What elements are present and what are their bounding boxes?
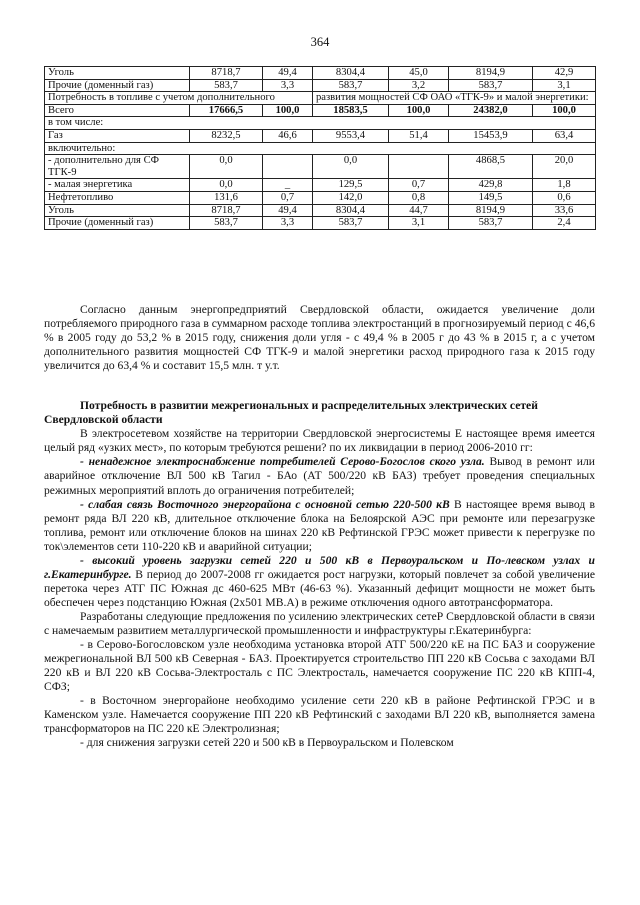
table-cell: 0,7 (389, 179, 449, 192)
bottleneck-item-1: - ненадежное электроснабжение потребителей Серово-Богослов ского узла. Вывод в ремонт или аварийное отключение ВЛ 500 кВ Тагил - БАо (АТ 500/220 кВ БАЗ) требует проведения специальных режимных мероприятий вплоть до ограничения потребителей; (44, 455, 596, 497)
table-cell: 583,7 (313, 79, 389, 92)
paragraph-proposals: Разработаны следующие предложения по усилению электрических сетеР Свердловской области в связи с намечаемым развитием металлургической промышленности и инфраструктуры г.Екатеринбурга: (44, 609, 595, 637)
table-cell: Газ (45, 129, 190, 142)
section-heading: Потребность в развитии межрегиональных и распределительных электрических сетей Свердловской области (44, 399, 538, 427)
paragraph-bottlenecks: В электросетевом хозяйстве на территории Свердловской энергосистемы E настоящее время имеется целый ряд «узких мест», по которым требуются решени? по их ликвидации в период 2006-2010 гг: (44, 427, 595, 455)
table-row (45, 217, 596, 230)
table-cell: 0,6 (533, 191, 596, 204)
table-cell: _ (263, 179, 313, 192)
table-cell: Прочие (доменный газ) (45, 217, 190, 230)
table-cell: 583,7 (313, 217, 389, 230)
table-row (45, 179, 596, 192)
table-cell: 15453,9 (449, 129, 533, 142)
table-cell (263, 155, 313, 179)
table-cell: 8194,9 (449, 204, 533, 217)
table-cell: 63,4 (533, 129, 596, 142)
paragraph-gas-share: Согласно данным энергопредприятий Свердловской области, ожидается увеличение доли потребляемого природного газа в суммарном расходе топлива электростанций в прогнозируемый период с 46,6 % в 2005 году до 53,2 % в 2015 году, снижения доли угля - с 49,4 % в 2005 г до 43 % в 2015 г, а с учетом дополнительного развития мощностей СФ ТГК-9 и малой энергетики расход природного газа к 2015 году увеличится до 63,4 % и составит 15,5 млн. т у.т. (44, 303, 595, 373)
table-cell: Всего (45, 104, 190, 117)
table-cell: 3,3 (263, 79, 313, 92)
table-cell: 100,0 (389, 104, 449, 117)
table-cell: 131,6 (190, 191, 263, 204)
table-cell: 583,7 (190, 217, 263, 230)
table-cell: 142,0 (313, 191, 389, 204)
bottleneck-item-3: - высокий уровень загрузки сетей 220 и 500 кВ в Первоуральском и По-левском узлах и г.Екатеринбурге. В период до 2007-2008 гг ожидается рост нагрузки, который повлечет за собой увеличение перетока через АТГ ПС Южная дс 460-625 МВт (46-63 %). Указанный дефицит мощности не может быть обеспечен через подстанцию Южная (2х501 МВ.А) в режиме отключения одного автотрансформатора. (44, 553, 595, 609)
table-row (45, 204, 596, 217)
table-cell: 3,2 (389, 79, 449, 92)
table-cell: 2,4 (533, 217, 596, 230)
table-cell: 45,0 (389, 67, 449, 80)
table-cell: 0,7 (263, 191, 313, 204)
table-cell (389, 155, 449, 179)
table-cell: 8194,9 (449, 67, 533, 80)
table-cell: 8232,5 (190, 129, 263, 142)
table-cell: 33,6 (533, 204, 596, 217)
table-cell: 8718,7 (190, 67, 263, 80)
table-cell: 0,8 (389, 191, 449, 204)
table-cell: 583,7 (449, 79, 533, 92)
proposal-item-2: - в Восточном энергорайоне необходимо усиление сети 220 кВ в районе Рефтинской ГРЭС и в Каменском узле. Намечается сооружение ПП 220 кВ Рефтинский с заходами ВЛ 220 кВ, выполняется замена трансформаторов на ПС 220 кЕ Электролизная; (44, 694, 595, 736)
table-cell: Потребность в топливе с учетом дополнительного (45, 92, 313, 105)
table-cell: 4868,5 (449, 155, 533, 179)
table-cell: развития мощностей СФ ОАО «ТГК-9» и малой энергетики: (313, 92, 596, 105)
table-cell: 1,8 (533, 179, 596, 192)
table-cell: 51,4 (389, 129, 449, 142)
table-cell: 3,1 (533, 79, 596, 92)
table-cell: 17666,5 (190, 104, 263, 117)
table-row (45, 104, 596, 117)
table-cell: 100,0 (263, 104, 313, 117)
table-cell: Нефтетопливо (45, 191, 190, 204)
table-cell: 149,5 (449, 191, 533, 204)
table-cell: 42,9 (533, 67, 596, 80)
table-cell: 3,3 (263, 217, 313, 230)
table-cell: включительно: (45, 142, 596, 155)
table-cell: 24382,0 (449, 104, 533, 117)
bottleneck-item-2: - слабая связь Восточного энергорайона с основной сетью 220-500 кВ В настоящее время вывод в ремонт ряда ВЛ 220 кВ, длительное отключение блока на Белоярской АЭС при ремонте или перезагрузке топлива, ремонт или отключение блоков на шинах 220 кВ Рефтинской ГРЭС может привести к перегрузке по ток\элементов сети 110-220 кВ и аварийной ситуации; (44, 497, 595, 553)
table-row (45, 117, 596, 130)
table-cell: 129,5 (313, 179, 389, 192)
table-row (45, 92, 596, 105)
table-cell: 583,7 (449, 217, 533, 230)
table-cell: 0,0 (313, 155, 389, 179)
table-row (45, 79, 596, 92)
table-cell: 100,0 (533, 104, 596, 117)
table-cell: 46,6 (263, 129, 313, 142)
table-row (45, 191, 596, 204)
table-cell: Уголь (45, 204, 190, 217)
table-cell: Уголь (45, 67, 190, 80)
table-cell: 44,7 (389, 204, 449, 217)
table-cell: 8718,7 (190, 204, 263, 217)
table-cell: Прочие (доменный газ) (45, 79, 190, 92)
body-text (44, 303, 595, 750)
table-cell: 429,8 (449, 179, 533, 192)
proposal-item-1: - в Серово-Богословском узле необходима установка второй АТГ 500/220 кЕ на ПС БАЗ и сооружение межрегиональной ВЛ 500 кВ Северная - БАЗ. Проектируется строительство ПП 220 кВ Сосьва с заходами ВЛ 220 кВ и ВЛ 220 кВ Сосьва-Электросталь с ПС Электросталь, намечается сооружение ПС 220 кВ КПП-4, СФЗ; (44, 638, 595, 694)
table-cell: 8304,4 (313, 204, 389, 217)
table-cell: 0,0 (190, 179, 263, 192)
table-cell: 20,0 (533, 155, 596, 179)
table-row (45, 67, 596, 80)
table-cell: 8304,4 (313, 67, 389, 80)
table-row (45, 142, 596, 155)
table-cell: 3,1 (389, 217, 449, 230)
table-cell: 18583,5 (313, 104, 389, 117)
table-cell: 49,4 (263, 67, 313, 80)
table-cell: 0,0 (190, 155, 263, 179)
table-cell: 9553,4 (313, 129, 389, 142)
table-cell: 583,7 (190, 79, 263, 92)
proposal-item-3: - для снижения загрузки сетей 220 и 500 кВ в Первоуральском и Полевском (80, 736, 454, 750)
fuel-demand-table (44, 66, 596, 230)
table-cell: - малая энергетика (45, 179, 190, 192)
table-row (45, 129, 596, 142)
table-cell: 49,4 (263, 204, 313, 217)
table-cell: в том числе: (45, 117, 596, 130)
page-number: 364 (310, 35, 330, 49)
table-cell: - дополнительно для СФ ТГК-9 (45, 155, 190, 179)
table-row (45, 155, 596, 179)
